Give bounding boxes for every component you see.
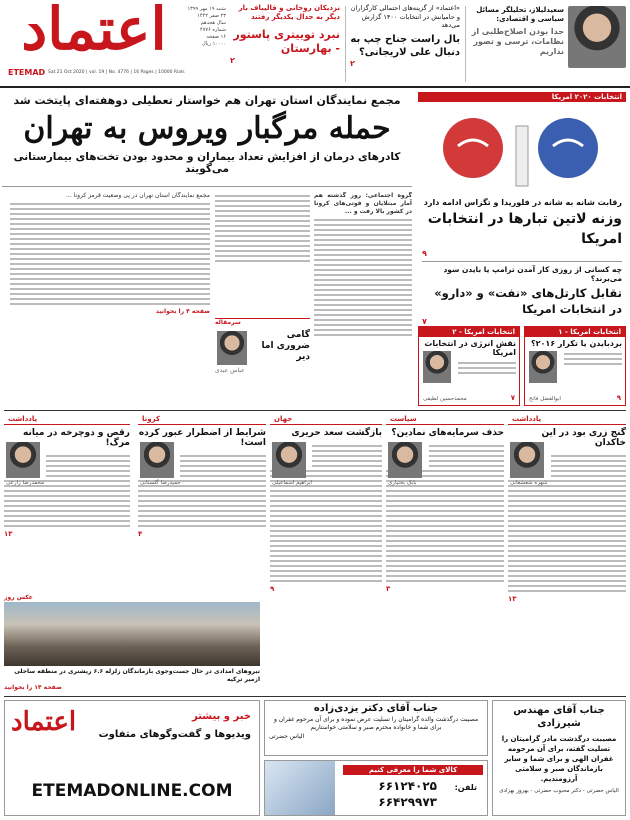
tile-title: شرایط از اضطرار عبور کرده است! [138,428,266,448]
date-line: Sat 21 Oct 2020 | vol. 19 | No. 4776 | 16 Pages | 10000 Rials [48,70,185,75]
tile-page: ۹ [616,394,621,402]
election-sub-kicker: چه کسانی از روزی کار آمدن ترامپ یا بایدن سود می‌برند؟ [443,265,622,283]
election-kicker: رقابت شانه به شانه در فلوریدا و تگزاس ادامه دارد [423,198,622,207]
tile-title: گنج زری بود در این خاکدان [541,428,626,448]
tile-portrait [510,442,544,478]
lead-headline: حمله مرگبار ویروس به تهران [23,111,391,146]
tile-tag: انتخابات امریکا - ۲ [419,327,519,337]
tile-title: بازگشت سعد حریری [291,428,382,438]
teaser-left-page: ۲ [230,56,235,65]
teaser-right-title: جدا بودن اصلاح‌طلبی از نظامات، ترسی و تصور نداریم [471,27,564,56]
ad-phone-number-2: ۶۶۴۲۹۹۷۳ [378,795,437,809]
election-headline: وزنه لاتین تبارها در انتخابات امریکا [427,211,622,247]
info-line: شنبه ۱۹ مهر ۱۳۹۹ [187,6,226,12]
tile-portrait [423,351,451,383]
ad-url[interactable]: ETEMADONLINE.COM [31,781,233,801]
divider [465,6,466,82]
ad-center-title: جناب آقای دکتر یزدی‌زاده [313,703,439,714]
info-line: سال هجدهم [200,20,226,26]
tile-politics[interactable] [386,414,504,692]
ad-phone-image [265,761,335,815]
teaser-middle-kicker: «اعتماد» از گزینه‌های احتمالی کارگزاران و حامیانش در انتخابات ۱۴۰۰ گزارش می‌دهد [350,4,460,29]
tile-tag: جهان [270,414,382,425]
ad-phone-title: کالای شما را معرفی کنیم [343,765,483,775]
teaser-middle-page: ۲ [350,58,355,68]
ad-right-title: جناب آقای مهندس شیرزادی [513,705,605,729]
tile-author: محمدرضا زارعی [6,480,45,486]
lead-kicker: مجمع نمایندگان استان تهران هم خواستار تعطیلی دوهفته‌ای پایتخت شد [13,94,401,107]
photo-tag: عکس روز [4,594,33,601]
tile-author: ابراهیم اسماعیلی [272,480,312,486]
tile-tag: سیاست [386,414,504,425]
ad-condolence-center [264,700,488,756]
tile-portrait [140,442,174,478]
lead-rule [2,186,412,187]
ad-line1: خبر و بیشتر [191,711,251,722]
tile-title: رقص و دوچرخه در میانه مرگ! [23,428,130,448]
tile-portrait [6,442,40,478]
election-sub-page: ۷ [422,317,427,326]
ad-etemad-online[interactable] [4,700,260,816]
election-tag: انتخابات ۲۰۲۰ امریکا [418,92,626,102]
ad-right-text: مصیبت درگذشت مادر گرامیتان را تسلیت گفته، برای آن مرحومه غفران الهی و برای شما و سایر بازماندگان صبر و سلامتی آرزومندیم. [501,735,617,783]
tile-title: نقش انرژی در انتخابات امریکا [424,339,516,357]
lead-body-left [10,192,210,402]
photo-caption: نیروهای امدادی در حال جست‌وجوی بازماندگان زلزله ۶.۶ ریشتری در منطقه ساحلی ازمیر ترکیه [14,668,260,683]
masthead-rule [0,86,630,88]
tile-tag: انتخابات امریکا - ۱ [525,327,625,337]
teaser-left-title: نبرد توییتری پاستور - بهارستان [233,28,340,55]
middle-opinion[interactable] [215,318,310,402]
ad-line2: ویدیوها و گفت‌وگوهای متفاوت [98,729,251,740]
tile-author: شهره شعشعانی [510,480,548,486]
photo-image [4,602,260,666]
opinion-title: گامی ضروری اما دیر [261,330,310,362]
tile-tag: یادداشت [508,414,626,425]
election-sub-headline: تقابل کارتل‌های «نفت» و «دارو» در انتخابات امریکا [434,286,622,316]
ad-center-sign: الیاس حضرتی [269,733,305,740]
tile-page: ۴ [138,530,143,538]
lead-body-text: مجمع نمایندگان استان تهران در پی وضعیت قرمز کرونا ... [66,192,210,199]
teaser-right[interactable] [469,6,564,57]
tile-title: حذف سرمایه‌های نمادین؟ [391,428,504,438]
info-line: ۲۳ صفر ۱۴۴۲ [197,13,226,19]
ad-right-sign: الیاس حضرتی - دکتر محبوب حضرتی - بهروز بهزادی [499,788,619,794]
tile-page: ۷ [510,394,515,402]
ad-phone-number-1: ۶۶۱۲۴۰۲۵ [378,779,437,793]
opinion-portrait [217,331,247,365]
tile-portrait [388,442,422,478]
ads-rule [4,696,626,697]
tile-world[interactable] [270,414,382,692]
masthead-info [186,6,226,48]
lead-page-ref[interactable]: صفحه ۴ را بخوانید [155,308,210,315]
lead-body-right [314,192,412,402]
tile-author: بابک بختیاری [388,480,417,486]
ad-logo: اعتماد [11,707,77,737]
tile-author: ابوالفضل فاتح [529,396,561,402]
tile-tag: یادداشت [4,414,130,425]
election-divider [422,261,622,262]
photo-page: صفحه ۱۴ را بخوانید [4,684,62,691]
tile-portrait [272,442,306,478]
ad-condolence-right [492,700,626,816]
tile-page: ۱۳ [508,595,517,603]
opinion-tag: سرمقاله [215,319,241,326]
photo-story[interactable] [4,594,260,692]
tile-title: بردبایدن یا تکرار ۲۰۱۶؟ [530,339,622,348]
tile-author: حمیدرضا گلستانی [140,480,181,486]
teaser-left-kicker: نزدیکان روحانی و قالیباف بار دیگر به جدال یکدیگر رفتند [238,4,340,21]
tile-page: ۳ [386,585,391,593]
teaser-portrait [568,6,626,68]
tile-election-1[interactable] [524,326,626,406]
teaser-right-kicker: سعیدلیلاز، تحلیلگر مسائل سیاسی و اقتصادی: [476,6,564,23]
info-line: ۱۶ صفحه [206,34,226,40]
election-page: ۹ [422,249,427,258]
tile-author: محمدحسین لطیفی [423,396,467,402]
info-line: ۱۰۰۰۰ ریال [202,41,226,47]
opinion-author: عباس عبدی [215,367,245,374]
ad-center-text: مصیبت درگذشت والده گرامیتان را تسلیت عرض نموده و برای آن مرحوم غفران و برای شما و خانواده محترم صبر و سلامتی خواستاریم [273,716,479,731]
teaser-left[interactable] [230,4,340,65]
tile-portrait [529,351,557,383]
masthead [0,0,630,90]
info-line: شماره ۴۷۷۶ [200,27,226,33]
tile-election-2[interactable] [418,326,520,406]
lead-body-mid [215,192,310,312]
election-illustration [428,106,616,196]
lead-subhead: کادرهای درمان از افزایش تعداد بیماران و محدود بودن تخت‌های بیمارستانی می‌گویند [13,151,401,175]
ad-phone [264,760,488,816]
tile-tag: کرونا [138,414,266,425]
lead-story[interactable] [2,94,412,175]
tile-page: ۹ [270,585,275,593]
tile-opinion-right[interactable] [508,414,626,692]
ad-phone-label: تلفن: [454,783,477,792]
latin-name: ETEMAD [8,68,46,77]
divider [345,6,346,82]
tile-page: ۱۳ [4,530,13,538]
teaser-middle[interactable] [350,4,460,68]
row2-rule [4,410,626,411]
logo: اعتماد [21,0,167,63]
tile-opinion-left[interactable] [4,414,130,590]
teaser-middle-title: بال راست جناح چپ به دنبال علی لاریجانی؟ [350,33,460,58]
election-box[interactable] [418,92,626,324]
lead-body-text: گروه اجتماعی: روز گذشته هم آمار مبتلایان و فوتی‌های کرونا در کشور بالا رفت و ... [314,192,412,215]
tile-corona[interactable] [138,414,266,590]
